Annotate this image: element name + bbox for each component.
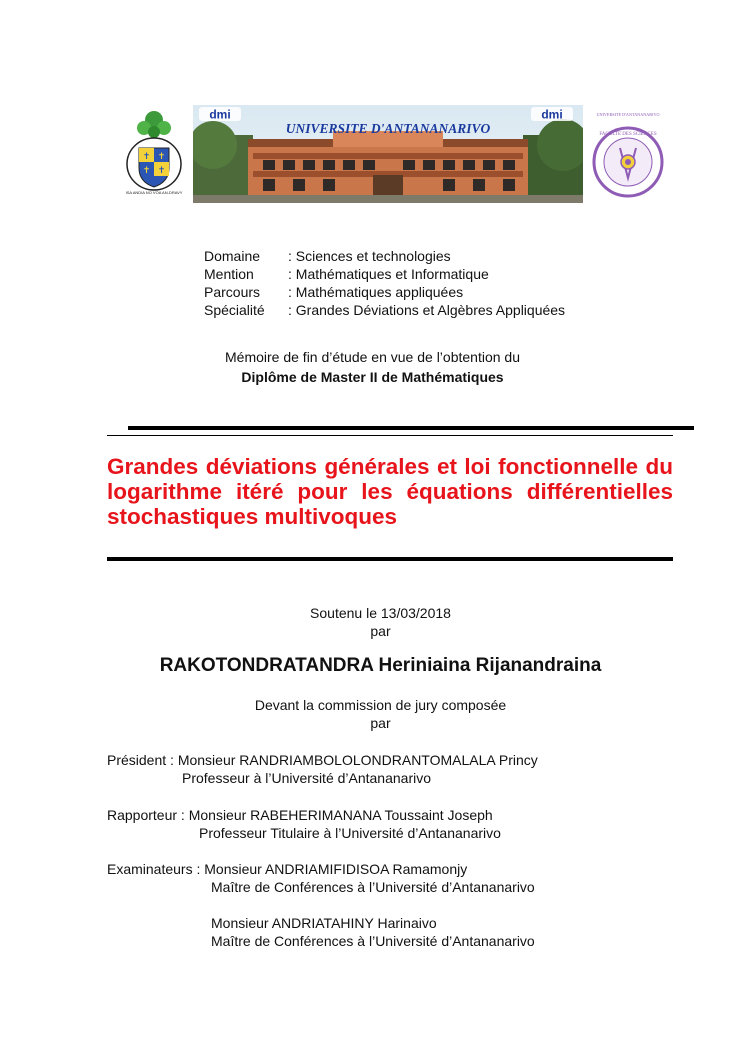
commission-line: Devant la commission de jury composée (254, 697, 507, 713)
info-value: : Mathématiques appliquées (288, 284, 464, 300)
university-banner (193, 105, 583, 203)
thesis-title: Grandes déviations générales et loi fonctionnelle du logarithme itéré pour les équations différentielles stochastiques multivoques (107, 454, 673, 529)
jury-rapporteur: Rapporteur : Monsieur RABEHERIMANANA Toussaint Joseph (107, 807, 493, 823)
title-bottom-rule (107, 557, 673, 561)
title-top-thin-rule (107, 435, 673, 436)
info-key: Parcours (204, 284, 261, 300)
jury-examinateur2-name: Monsieur ANDRIATAHINY Harinaivo (211, 915, 437, 931)
info-row-parcours (204, 283, 463, 301)
info-row-mention (204, 265, 489, 283)
info-row-specialite (204, 301, 565, 319)
svg-text:✝: ✝ (142, 151, 151, 161)
faculty-seal-logo (592, 108, 664, 204)
info-value: : Grandes Déviations et Algèbres Appliquées (288, 302, 566, 318)
banner-university-name: UNIVERSITE D'ANTANANARIVO (285, 121, 491, 136)
jury-examinateurs: Examinateurs : Monsieur ANDRIAMIFIDISOA Ramamonjy (107, 861, 468, 877)
info-value: : Sciences et technologies (288, 248, 451, 264)
university-seal-logo (122, 108, 186, 198)
dmi-logo-right (531, 107, 573, 122)
title-top-thick-rule (128, 426, 694, 430)
author-name: RAKOTONDRATANDRA Heriniaina Rijanandraina (159, 655, 602, 676)
jury-examinateur1-title: Maître de Conférences à l’Université d’Antananarivo (211, 879, 535, 895)
par-line: par (370, 715, 391, 731)
dmi-logo-left (199, 107, 241, 122)
info-value: : Mathématiques et Informatique (288, 266, 489, 282)
svg-text:✝: ✝ (142, 165, 151, 175)
par-line: par (370, 623, 391, 639)
svg-text:✝: ✝ (157, 151, 166, 161)
svg-text:✝: ✝ (157, 165, 166, 175)
svg-text:dmi: dmi (541, 107, 563, 122)
info-row-domaine (204, 247, 451, 265)
info-key: Spécialité (204, 302, 265, 318)
jury-president-title: Professeur à l’Université d’Antananarivo (182, 770, 432, 786)
faculty-seal-text: FACULTE DES SCIENCES (599, 132, 657, 137)
info-key: Domaine (204, 248, 261, 264)
jury-examinateur2-title: Maître de Conférences à l’Université d’Antananarivo (211, 933, 535, 949)
svg-text:dmi: dmi (209, 107, 231, 122)
diploma-line: Diplôme de Master II de Mathématiques (241, 369, 504, 385)
univ-seal-motto: ISA ANDIA NO VOA AN-DRAVY (125, 190, 183, 195)
info-key: Mention (204, 266, 254, 282)
defense-date: Soutenu le 13/03/2018 (310, 605, 451, 621)
jury-president: Président : Monsieur RANDRIAMBOLOLONDRANTOMALALA Princy (107, 752, 538, 768)
memoire-line: Mémoire de fin d’étude en vue de l’obtention du (225, 349, 520, 365)
jury-rapporteur-title: Professeur Titulaire à l’Université d’Antananarivo (199, 825, 501, 841)
faculty-seal-top-text: UNIVERSITE D'ANTANANARIVO (596, 112, 660, 117)
